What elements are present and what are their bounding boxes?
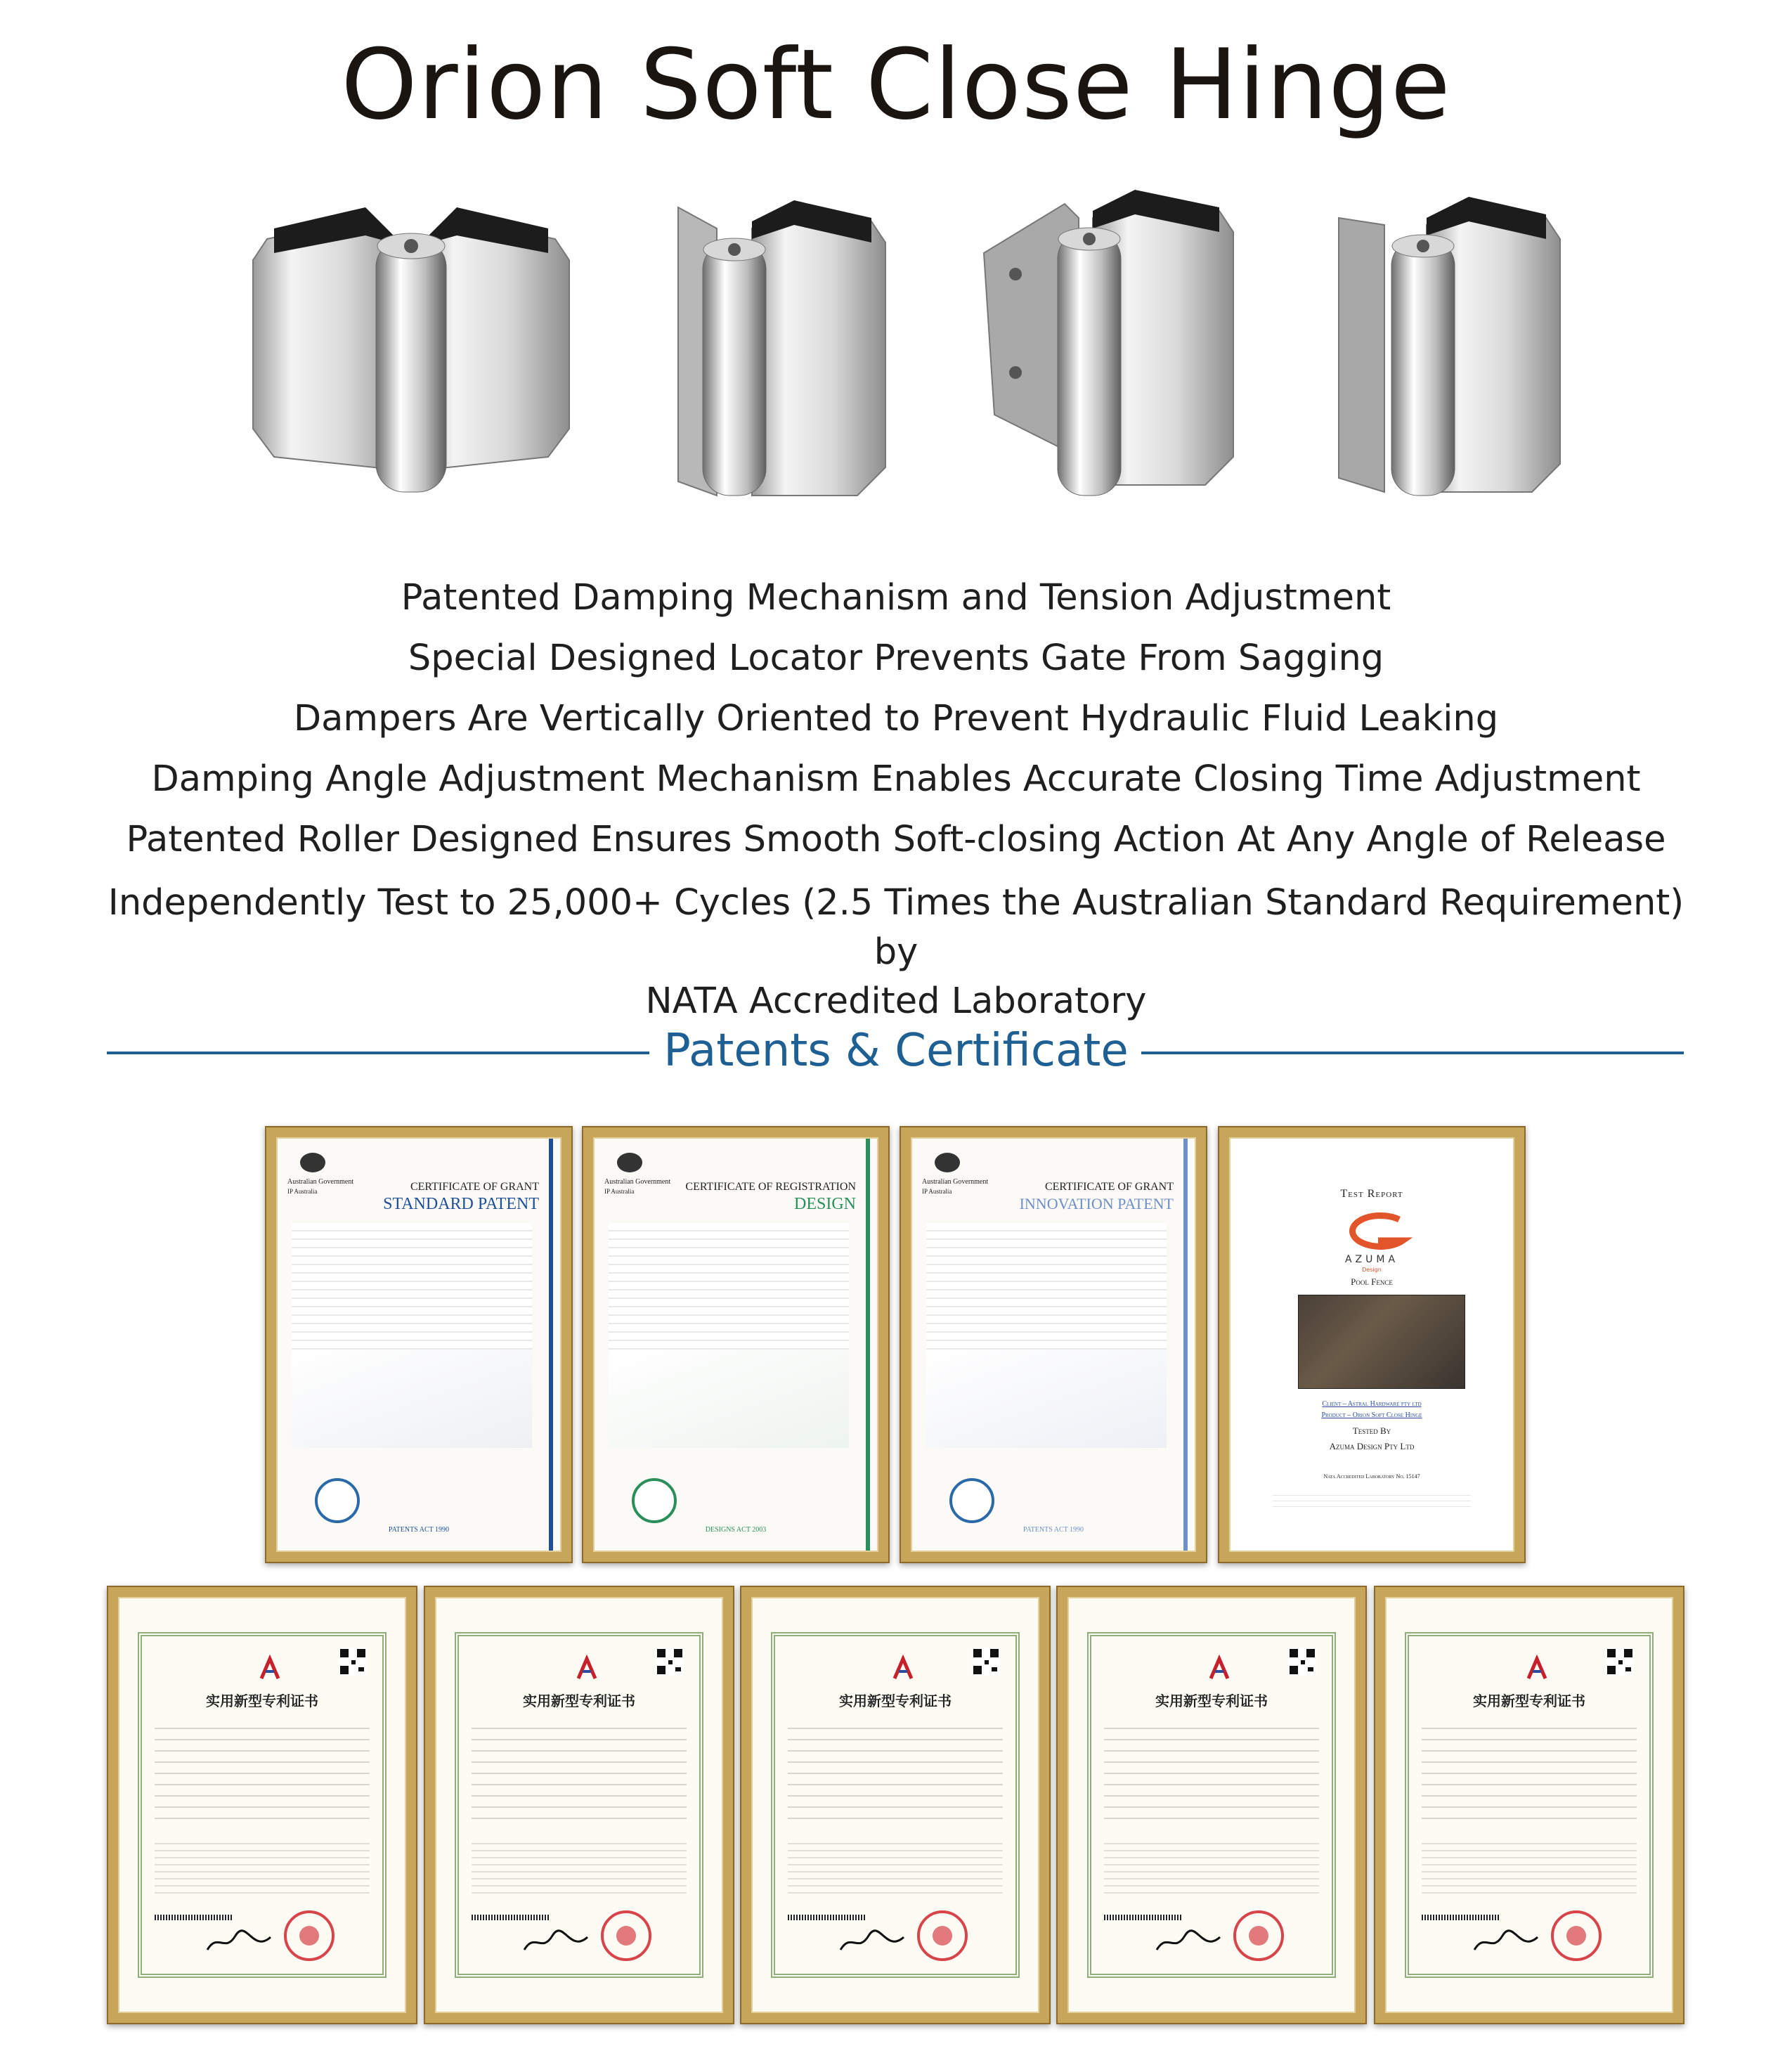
qr-code-icon — [1606, 1648, 1634, 1676]
section-divider-right — [1141, 1052, 1684, 1054]
cnipa-logo-icon — [889, 1655, 917, 1683]
official-seal-icon — [598, 1908, 654, 1964]
report-heading: Test Report — [1340, 1188, 1403, 1200]
feature-item: Independently Test to 25,000+ Cycles (2.5 Times the Australian Standard Requirement) by — [108, 882, 1684, 973]
section-title: Patents & Certificate — [663, 1025, 1129, 1077]
utility-patent-certificate — [740, 1586, 1051, 2024]
cert-kind: CERTIFICATE OF GRANT — [1044, 1181, 1174, 1193]
certificate-innovation-patent — [900, 1126, 1207, 1563]
cert-act: DESIGNS ACT 2003 — [705, 1526, 767, 1534]
official-seal-icon — [1548, 1908, 1604, 1964]
hinge-image-front — [246, 197, 576, 506]
hinge-image-angled — [980, 190, 1240, 506]
utility-patent-certificate — [424, 1586, 734, 2024]
cert-act: PATENTS ACT 1990 — [388, 1526, 450, 1534]
certificate-title: 实用新型专利证书 — [206, 1693, 318, 1709]
report-tested-by: Tested By — [1352, 1425, 1391, 1436]
feature-item: Special Designed Locator Prevents Gate From Sagging — [408, 638, 1384, 679]
cert-kind: CERTIFICATE OF REGISTRATION — [685, 1181, 856, 1193]
official-seal-icon — [1231, 1908, 1287, 1964]
certificate-title: 实用新型专利证书 — [523, 1693, 635, 1709]
certificate-design — [582, 1126, 890, 1563]
office-label: IP Australia — [287, 1188, 318, 1195]
report-product: Product – Orion Soft Close Hinge — [1321, 1411, 1422, 1419]
hinge-image-side — [675, 200, 907, 510]
official-seal-icon — [914, 1908, 970, 1964]
cert-name: DESIGN — [794, 1195, 856, 1213]
office-label: IP Australia — [922, 1188, 952, 1195]
hinge-image-back — [1335, 197, 1574, 506]
signature-icon — [1471, 1929, 1541, 1957]
cnipa-logo-icon — [256, 1655, 284, 1683]
seal-icon — [947, 1476, 996, 1525]
cert-name: INNOVATION PATENT — [1019, 1195, 1174, 1212]
cnipa-logo-icon — [573, 1655, 601, 1683]
feature-item: Dampers Are Vertically Oriented to Prevent Hydraulic Fluid Leaking — [293, 698, 1499, 739]
cert-kind: CERTIFICATE OF GRANT — [410, 1181, 539, 1193]
report-photo — [1298, 1295, 1465, 1389]
certificate-standard-patent — [265, 1126, 573, 1563]
utility-patent-certificate — [107, 1586, 417, 2024]
gov-label: Australian Government — [604, 1178, 671, 1186]
test-report — [1218, 1126, 1526, 1563]
feature-item: NATA Accredited Laboratory — [645, 981, 1147, 1022]
certificate-title: 实用新型专利证书 — [839, 1693, 952, 1709]
utility-patent-certificate — [1056, 1586, 1367, 2024]
qr-code-icon — [656, 1648, 684, 1676]
feature-list — [84, 568, 1708, 1026]
signature-icon — [521, 1929, 591, 1957]
signature-icon — [1153, 1929, 1223, 1957]
certificate-title: 实用新型专利证书 — [1155, 1693, 1268, 1709]
signature-icon — [837, 1929, 907, 1957]
gov-label: Australian Government — [287, 1178, 354, 1186]
qr-code-icon — [1288, 1648, 1316, 1676]
page-title: Orion Soft Close Hinge — [341, 28, 1451, 141]
report-lab: Azuma Design Pty Ltd — [1329, 1441, 1415, 1451]
qr-code-icon — [972, 1648, 1000, 1676]
report-nata: Nata Accredited Laboratory No. 15147 — [1323, 1473, 1420, 1480]
coat-of-arms-icon — [292, 1149, 334, 1177]
official-seal-icon — [281, 1908, 337, 1964]
qr-code-icon — [339, 1648, 367, 1676]
feature-item: Damping Angle Adjustment Mechanism Enables Accurate Closing Time Adjustment — [151, 758, 1641, 800]
certificate-title: 实用新型专利证书 — [1473, 1693, 1585, 1709]
report-client: Client – Astral Hardware pty ltd — [1322, 1400, 1422, 1408]
seal-icon — [630, 1476, 679, 1525]
brand-sub: Design — [1362, 1267, 1382, 1273]
gov-label: Australian Government — [922, 1178, 989, 1186]
cnipa-logo-icon — [1205, 1655, 1233, 1683]
seal-icon — [313, 1476, 362, 1525]
utility-patent-certificate — [1374, 1586, 1684, 2024]
signature-icon — [204, 1929, 274, 1957]
feature-item: Patented Roller Designed Ensures Smooth Soft-closing Action At Any Angle of Release — [126, 819, 1666, 860]
brand-name: AZUMA — [1344, 1254, 1399, 1265]
coat-of-arms-icon — [609, 1149, 651, 1177]
cert-name: STANDARD PATENT — [383, 1195, 539, 1213]
cnipa-logo-icon — [1523, 1655, 1551, 1683]
product-line: Pool Fence — [1351, 1276, 1393, 1287]
feature-item: Patented Damping Mechanism and Tension Adjustment — [401, 577, 1391, 619]
azuma-logo-icon — [1336, 1209, 1413, 1251]
office-label: IP Australia — [604, 1188, 635, 1195]
coat-of-arms-icon — [926, 1149, 968, 1177]
cert-act: PATENTS ACT 1990 — [1022, 1526, 1084, 1534]
